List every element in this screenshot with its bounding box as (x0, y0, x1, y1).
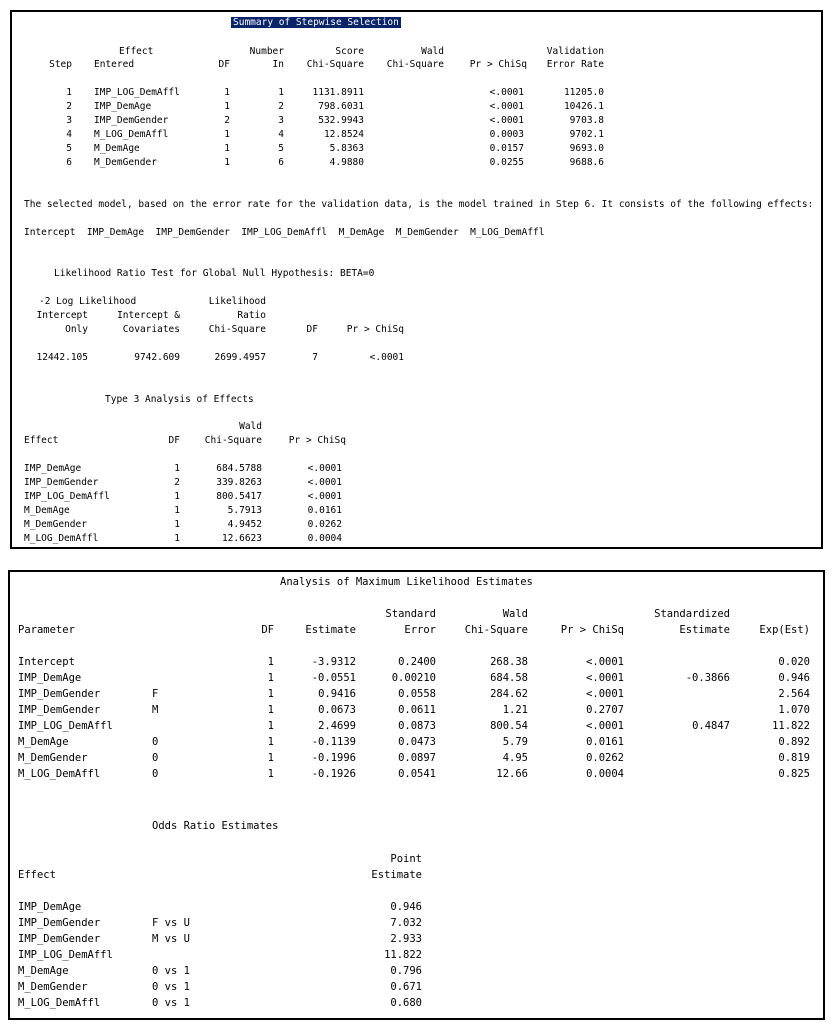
odds-row-effect: IMP_LOG_DemAffl (18, 949, 113, 961)
type3-row-chisq: 5.7913 (227, 505, 262, 516)
odds-row-effect: IMP_DemGender (18, 933, 101, 945)
mle-h-exp: Exp(Est) (759, 624, 810, 636)
type3-title: Type 3 Analysis of Effects (105, 394, 254, 405)
odds-row-effect: IMP_DemGender (18, 917, 101, 929)
stepwise-row-pr: <.0001 (489, 87, 524, 98)
mle-row-estimate: -0.1926 (311, 768, 356, 780)
mle-row-level: 0 (152, 736, 159, 748)
mle-row-estimate: -0.0551 (311, 672, 356, 684)
mle-row-level: M (152, 704, 159, 716)
mle-row-df: 1 (267, 656, 274, 668)
mle-row-df: 1 (267, 688, 274, 700)
mle-row-parameter: IMP_LOG_DemAffl (18, 720, 113, 732)
stepwise-row-pr: <.0001 (489, 101, 524, 112)
mle-row-exp: 0.946 (778, 672, 810, 684)
mle-row-df: 1 (267, 752, 274, 764)
mle-row-exp: 11.822 (772, 720, 810, 732)
stepwise-row-error: 11205.0 (563, 87, 604, 98)
odds-h-effect: Effect (18, 869, 56, 881)
type3-row-chisq: 684.5788 (216, 463, 262, 474)
likelihood-group-header: -2 Log Likelihood (39, 296, 137, 307)
mle-row-pr: <.0001 (586, 672, 624, 684)
mle-row-parameter: IMP_DemGender (18, 688, 101, 700)
mle-row-exp: 0.020 (778, 656, 810, 668)
type3-row-effect: M_DemGender (24, 519, 87, 530)
mle-row-exp: 0.892 (778, 736, 810, 748)
likelihood-chisq: 2699.4957 (214, 352, 266, 363)
type3-row-df: 1 (174, 519, 180, 530)
type3-row-pr: <.0001 (307, 463, 342, 474)
type3-row-chisq: 4.9452 (227, 519, 262, 530)
odds-row-effect: IMP_DemAge (18, 901, 82, 913)
stepwise-title-text: Summary of Stepwise Selection (233, 17, 399, 28)
stepwise-row-error: 9693.0 (569, 143, 604, 154)
mle-row-chisq: 1.21 (502, 704, 528, 716)
type3-h-df: DF (168, 435, 180, 446)
stepwise-row-number: 5 (278, 143, 284, 154)
mle-row-std: 0.4847 (692, 720, 730, 732)
mle-row-se: 0.0541 (398, 768, 436, 780)
mle-row-df: 1 (267, 672, 274, 684)
stepwise-row-number: 4 (278, 129, 284, 140)
type3-row-pr: <.0001 (307, 477, 342, 488)
type3-row-df: 2 (174, 477, 180, 488)
type3-row-effect: IMP_DemGender (24, 477, 99, 488)
stepwise-row-score: 1131.8911 (312, 87, 364, 98)
stepwise-row-effect: IMP_LOG_DemAffl (94, 87, 180, 98)
odds-row-effect: M_DemGender (18, 981, 88, 993)
mle-row-pr: <.0001 (586, 656, 624, 668)
stepwise-row-step: 3 (66, 115, 72, 126)
type3-row-pr: <.0001 (307, 491, 342, 502)
odds-h-point-2: Estimate (371, 869, 422, 881)
likelihood-intercept-only: 12442.105 (36, 352, 88, 363)
stepwise-row-df: 1 (224, 129, 230, 140)
likelihood-pr: <.0001 (369, 352, 404, 363)
mle-row-chisq: 4.95 (502, 752, 528, 764)
mle-row-pr: 0.0004 (586, 768, 624, 780)
likelihood-h-ratio-3: Chi-Square (208, 324, 266, 335)
likelihood-h-intercept-1: Intercept (36, 310, 88, 321)
mle-h-std-2: Estimate (679, 624, 730, 636)
mle-row-pr: 0.0262 (586, 752, 624, 764)
header-wald-1: Wald (421, 46, 444, 57)
mle-row-exp: 1.070 (778, 704, 810, 716)
mle-row-se: 0.0897 (398, 752, 436, 764)
mle-row-estimate: -3.9312 (311, 656, 356, 668)
stepwise-row-error: 10426.1 (563, 101, 604, 112)
type3-row-chisq: 339.8263 (216, 477, 262, 488)
header-number-1: Number (249, 46, 284, 57)
stepwise-row-step: 6 (66, 157, 72, 168)
odds-row-comparison: M vs U (152, 933, 190, 945)
stepwise-row-effect: IMP_DemGender (94, 115, 169, 126)
mle-row-chisq: 5.79 (502, 736, 528, 748)
stepwise-row-step: 1 (66, 87, 72, 98)
odds-row-estimate: 11.822 (384, 949, 422, 961)
header-score-1: Score (335, 46, 364, 57)
stepwise-row-df: 2 (224, 115, 230, 126)
likelihood-covariates: 9742.609 (134, 352, 180, 363)
type3-h-wald-1: Wald (239, 421, 262, 432)
stepwise-row-step: 2 (66, 101, 72, 112)
mle-h-se-2: Error (404, 624, 436, 636)
likelihood-h-ratio-1: Likelihood (208, 296, 266, 307)
stepwise-row-pr: <.0001 (489, 115, 524, 126)
header-effect-1: Effect (119, 46, 154, 57)
stepwise-row-pr: 0.0255 (489, 157, 524, 168)
type3-row-effect: M_LOG_DemAffl (24, 533, 99, 544)
stepwise-row-df: 1 (224, 87, 230, 98)
header-effect-2: Entered (94, 59, 135, 70)
mle-row-pr: <.0001 (586, 720, 624, 732)
stepwise-row-score: 532.9943 (318, 115, 364, 126)
type3-h-effect: Effect (24, 435, 59, 446)
mle-row-df: 1 (267, 720, 274, 732)
mle-row-parameter: IMP_DemAge (18, 672, 82, 684)
odds-row-estimate: 2.933 (390, 933, 422, 945)
mle-row-se: 0.2400 (398, 656, 436, 668)
type3-row-df: 1 (174, 533, 180, 544)
mle-row-parameter: M_DemAge (18, 736, 69, 748)
header-score-2: Chi-Square (306, 59, 364, 70)
stepwise-row-df: 1 (224, 143, 230, 154)
stepwise-row-effect: M_DemGender (94, 157, 157, 168)
stepwise-row-number: 2 (278, 101, 284, 112)
stepwise-row-effect: IMP_DemAge (94, 101, 152, 112)
mle-row-parameter: IMP_DemGender (18, 704, 101, 716)
stepwise-row-effect: M_DemAge (94, 143, 140, 154)
mle-row-parameter: Intercept (18, 656, 75, 668)
stepwise-row-score: 4.9880 (329, 157, 364, 168)
likelihood-h-ratio-2: Ratio (237, 310, 266, 321)
mle-row-pr: <.0001 (586, 688, 624, 700)
likelihood-h-covariates-2: Covariates (122, 324, 180, 335)
selected-effects-text: Intercept IMP_DemAge IMP_DemGender IMP_LOG_DemAffl M_DemAge M_DemGender M_LOG_DemAffl (24, 227, 545, 238)
type3-row-pr: 0.0262 (307, 519, 342, 530)
mle-h-wald-1: Wald (502, 608, 528, 620)
mle-row-chisq: 800.54 (490, 720, 528, 732)
stepwise-row-number: 6 (278, 157, 284, 168)
mle-row-estimate: -0.1996 (311, 752, 356, 764)
mle-row-se: 0.00210 (391, 672, 436, 684)
likelihood-h-intercept-2: Only (65, 324, 88, 335)
type3-row-df: 1 (174, 491, 180, 502)
mle-h-pr: Pr > ChiSq (560, 624, 624, 636)
stepwise-row-step: 5 (66, 143, 72, 154)
mle-row-chisq: 12.66 (496, 768, 528, 780)
mle-row-parameter: M_LOG_DemAffl (18, 768, 101, 780)
odds-row-estimate: 7.032 (390, 917, 422, 929)
mle-h-wald-2: Chi-Square (464, 624, 528, 636)
header-wald-2: Chi-Square (386, 59, 444, 70)
mle-row-chisq: 684.58 (490, 672, 528, 684)
odds-row-estimate: 0.946 (390, 901, 422, 913)
odds-row-comparison: 0 vs 1 (152, 997, 190, 1009)
mle-row-exp: 0.819 (778, 752, 810, 764)
mle-row-exp: 0.825 (778, 768, 810, 780)
stepwise-row-number: 1 (278, 87, 284, 98)
mle-row-estimate: -0.1139 (311, 736, 356, 748)
type3-row-chisq: 800.5417 (216, 491, 262, 502)
type3-h-pr: Pr > ChiSq (288, 435, 346, 446)
odds-row-comparison: 0 vs 1 (152, 965, 190, 977)
mle-row-parameter: M_DemGender (18, 752, 88, 764)
mle-output-panel (8, 570, 825, 1020)
mle-h-df: DF (261, 624, 274, 636)
likelihood-title: Likelihood Ratio Test for Global Null Hypothesis: BETA=0 (54, 268, 375, 279)
type3-row-chisq: 12.6623 (221, 533, 262, 544)
stepwise-row-error: 9688.6 (569, 157, 604, 168)
mle-row-se: 0.0558 (398, 688, 436, 700)
header-validation-2: Error Rate (546, 59, 604, 70)
type3-row-pr: 0.0004 (307, 533, 342, 544)
header-step: Step (49, 59, 72, 70)
mle-row-std: -0.3866 (685, 672, 730, 684)
mle-row-df: 1 (267, 736, 274, 748)
type3-row-effect: M_DemAge (24, 505, 70, 516)
mle-row-df: 1 (267, 768, 274, 780)
odds-row-effect: M_DemAge (18, 965, 69, 977)
mle-row-estimate: 0.9416 (318, 688, 356, 700)
odds-title: Odds Ratio Estimates (152, 820, 279, 832)
odds-row-estimate: 0.671 (390, 981, 422, 993)
stepwise-row-score: 12.8524 (323, 129, 364, 140)
stepwise-title[interactable] (231, 17, 401, 29)
stepwise-row-step: 4 (66, 129, 72, 140)
stepwise-row-score: 798.6031 (318, 101, 364, 112)
stepwise-row-pr: 0.0157 (489, 143, 524, 154)
mle-row-chisq: 268.38 (490, 656, 528, 668)
odds-row-estimate: 0.680 (390, 997, 422, 1009)
type3-row-pr: 0.0161 (307, 505, 342, 516)
type3-row-df: 1 (174, 463, 180, 474)
type3-row-effect: IMP_DemAge (24, 463, 82, 474)
mle-row-se: 0.0873 (398, 720, 436, 732)
mle-row-level: 0 (152, 768, 159, 780)
odds-row-comparison: F vs U (152, 917, 190, 929)
stepwise-output-panel (10, 10, 823, 549)
likelihood-h-pr: Pr > ChiSq (346, 324, 404, 335)
mle-row-se: 0.0611 (398, 704, 436, 716)
stepwise-row-df: 1 (224, 101, 230, 112)
mle-h-std-1: Standardized (654, 608, 730, 620)
type3-row-df: 1 (174, 505, 180, 516)
stepwise-row-error: 9703.8 (569, 115, 604, 126)
mle-row-pr: 0.2707 (586, 704, 624, 716)
stepwise-row-effect: M_LOG_DemAffl (94, 129, 169, 140)
odds-row-effect: M_LOG_DemAffl (18, 997, 101, 1009)
mle-row-level: 0 (152, 752, 159, 764)
mle-h-estimate: Estimate (305, 624, 356, 636)
type3-row-effect: IMP_LOG_DemAffl (24, 491, 110, 502)
odds-row-comparison: 0 vs 1 (152, 981, 190, 993)
stepwise-row-number: 3 (278, 115, 284, 126)
stepwise-row-score: 5.8363 (329, 143, 364, 154)
mle-row-estimate: 0.0673 (318, 704, 356, 716)
mle-h-parameter: Parameter (18, 624, 75, 636)
odds-row-estimate: 0.796 (390, 965, 422, 977)
type3-h-wald-2: Chi-Square (204, 435, 262, 446)
mle-row-pr: 0.0161 (586, 736, 624, 748)
odds-h-point-1: Point (390, 853, 422, 865)
mle-row-level: F (152, 688, 159, 700)
stepwise-row-error: 9702.1 (569, 129, 604, 140)
header-pr: Pr > ChiSq (469, 59, 527, 70)
header-df: DF (218, 59, 230, 70)
mle-title: Analysis of Maximum Likelihood Estimates (280, 576, 533, 588)
mle-row-estimate: 2.4699 (318, 720, 356, 732)
selected-model-text: The selected model, based on the error rate for the validation data, is the model trained in Step 6. It consists of the following effects: (24, 199, 814, 210)
header-validation-1: Validation (546, 46, 604, 57)
mle-row-chisq: 284.62 (490, 688, 528, 700)
mle-row-se: 0.0473 (398, 736, 436, 748)
likelihood-h-df: DF (306, 324, 318, 335)
header-number-2: In (272, 59, 284, 70)
stepwise-row-df: 1 (224, 157, 230, 168)
likelihood-h-covariates-1: Intercept & (117, 310, 180, 321)
likelihood-df: 7 (312, 352, 318, 363)
stepwise-row-pr: 0.0003 (489, 129, 524, 140)
mle-row-df: 1 (267, 704, 274, 716)
mle-row-exp: 2.564 (778, 688, 810, 700)
mle-h-se-1: Standard (385, 608, 436, 620)
